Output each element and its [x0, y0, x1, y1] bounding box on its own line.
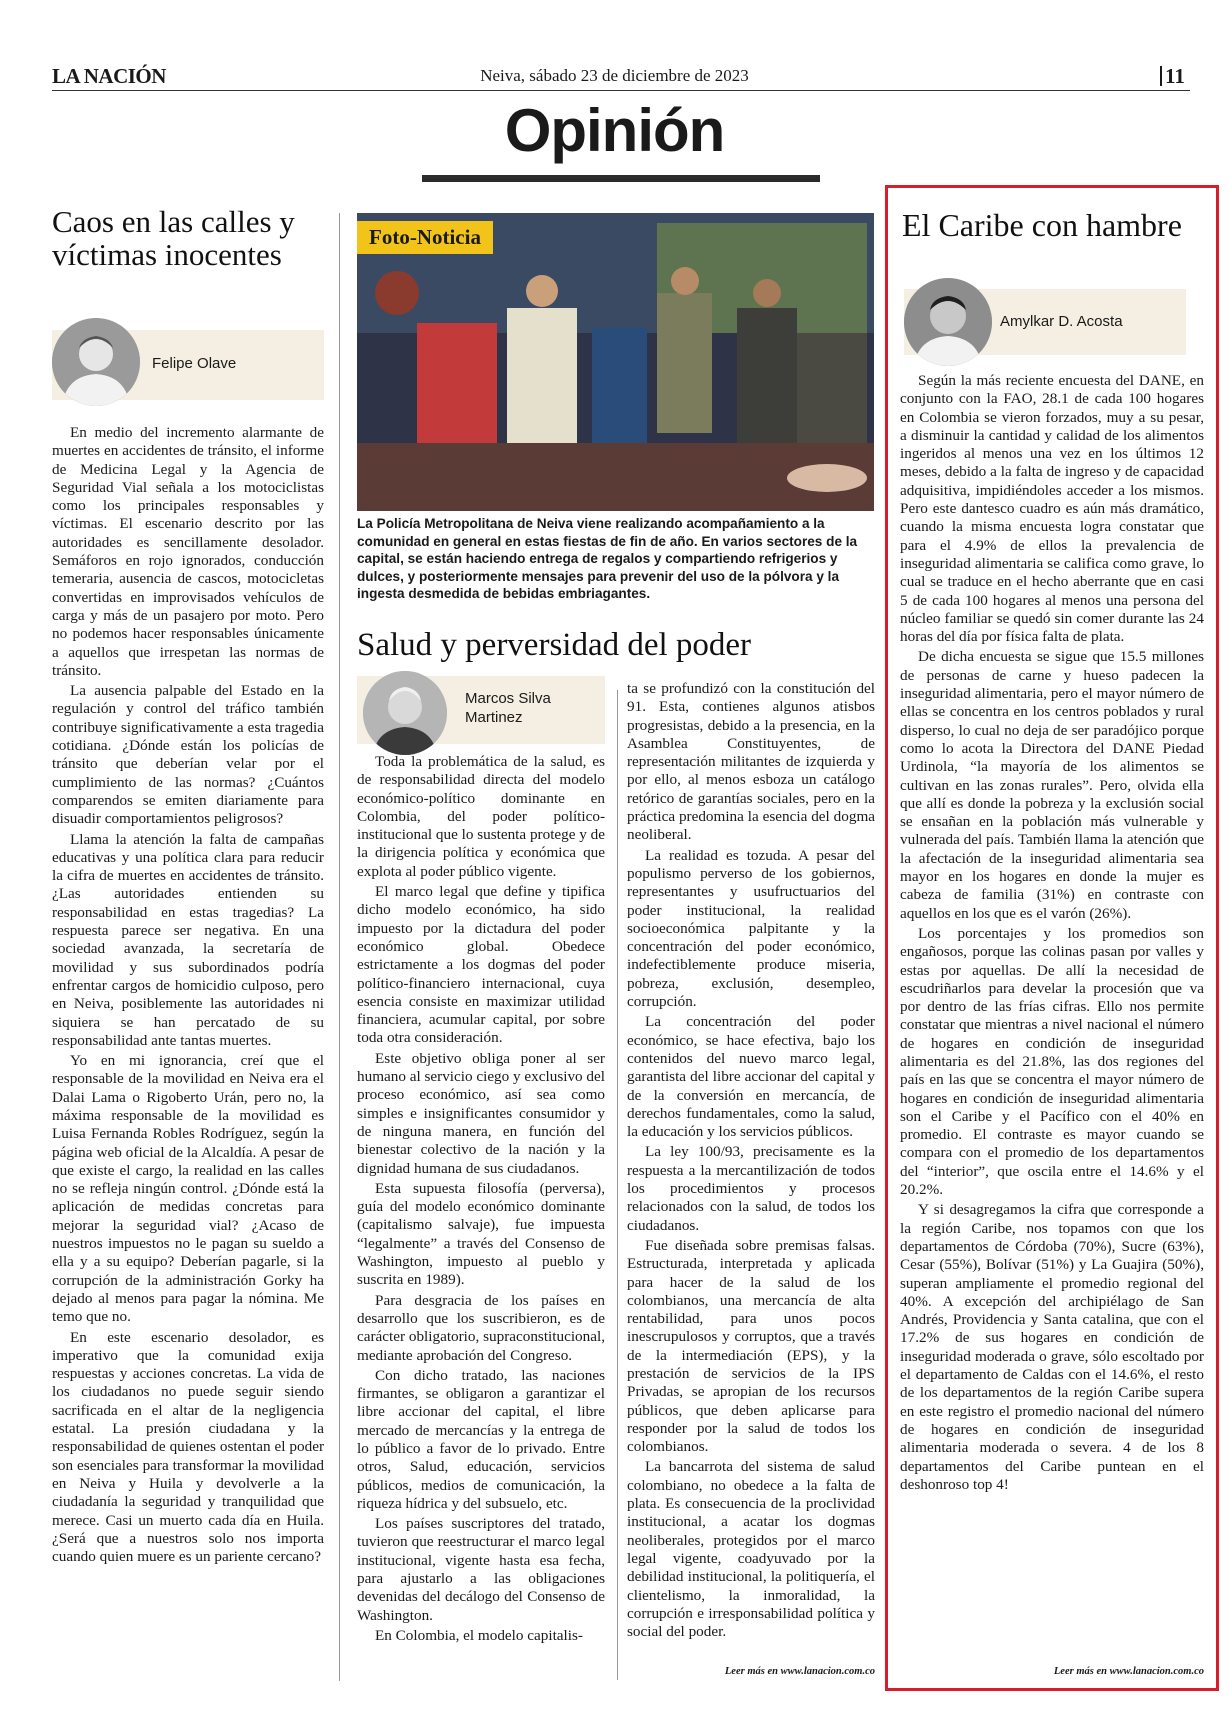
paragraph: Yo en mi ignorancia, creí que el responsable de la movilidad en Neiva era el Dalai Lama o Rigoberto Urán, pero no, la máxima responsable de la movilidad es Luisa Fernanda Robles Rodríguez, según la página web oficial de la Alcaldía. A pesar de que existe el cargo, la realidad en las calles no se refleja ningún control. ¿Dónde está la aplicación de medidas concretas para mejorar la seguridad vial? ¿Acaso de nuestros impuestos no le pagan su sueldo a ella y a su equipo? Deberían pagarle, si la corrupción de la administración Gorky ha dejado al menos para pagar la nómina. Me temo que no. — [52, 1052, 324, 1326]
article-caos-author: Felipe Olave — [152, 355, 237, 372]
page-number-text: 11 — [1165, 64, 1185, 88]
author-photo-amylkar-acosta — [904, 278, 992, 366]
paragraph: Fue diseñada sobre premisas falsas. Estructurada, interpretada y aplicada para hacer de la salud de los colombianos, una mercancía de alta rentabilidad, para unos pocos inescrupulosos y corruptos, que a través de la intermediación (EPS), y la prestación de servicios de la IPS Privadas, se apropian de los recursos públicos, que deben aplicarse para responder por la salud de todos los colombianos. — [627, 1236, 875, 1456]
article-salud-title: Salud y perversidad del poder — [357, 627, 752, 663]
foto-noticia-label: Foto-Noticia — [357, 221, 493, 254]
dateline: Neiva, sábado 23 de diciembre de 2023 — [480, 66, 749, 85]
article-caribe-author: Amylkar D. Acosta — [1000, 313, 1123, 330]
paragraph: Para desgracia de los países en desarrollo que los suscribieron, es de carácter obligatorio, supraconstitucional, mediante aprobación del Congreso. — [357, 1291, 605, 1364]
article-salud-column-2 — [627, 680, 875, 1641]
police-gift-delivery-photo — [357, 213, 874, 511]
article-salud-read-more[interactable]: Leer más en www.lanacion.com.co — [724, 1666, 875, 1677]
paragraph: En medio del incremento alarmante de muertes en accidentes de tránsito, el informe de Medicina Legal y la Agencia de Seguridad Vial señala a los motociclistas como los principales responsables y víctimas. El escenario descrito por las autoridades es sencillamente desolador. Semáforos en rojo ignorados, conducción temeraria, ausencia de cascos, motocicletas convertidas en improvisados vehículos de carga y más de un pasajero por moto. Pero no podemos hacer responsables únicamente a aquellos que irrespetan las normas de tránsito. — [52, 424, 324, 679]
person-portrait-icon — [52, 318, 140, 406]
paragraph: Llama la atención la falta de campañas educativas y una política clara para reducir la cifra de muertes en accidentes de tránsito. ¿Las autoridades entienden su responsabilidad en estas tragedias? La respuesta parece ser negativa. En una sociedad avanzada, la secretaría de movilidad y sus subordinados podría enfrentar cargos de homicidio culposo, pero en Neiva, posiblemente las autoridades ni siquiera se han percatado de su responsabilidad ante tantas muertes. — [52, 830, 324, 1049]
person-portrait-icon — [363, 671, 447, 755]
column-divider-left — [339, 213, 340, 1681]
person-portrait-icon — [904, 278, 992, 366]
paragraph: Según la más reciente encuesta del DANE, en conjunto con la FAO, 28.1 de cada 100 hogares en Colombia se vieron forzados, muy a su pesar, a disminuir la cantidad y calidad de los alimentos ingeridos al menos una vez en los últimos 12 meses, debido a la falta de ingreso y de capacidad adquisitiva, impidiéndoles acceder a los mismos. Pero este dantesco cuadro es aún más dramático, cuando la misma encuesta logra constatar que para el 4.9% de ellos la prevalencia de inseguridad alimentaria se califica como grave, lo cual se traduce en el hecho aberrante que en casi 5 de cada 100 hogares al menos una persona del núcleo familiar se quedó sin comer durante las 24 horas del día por física falta de plata. — [900, 372, 1204, 646]
foto-noticia-caption: La Policía Metropolitana de Neiva viene realizando acompañamiento a la comunidad en general en estas fiestas de fin de año. En varios sectores de la capital, se están haciendo entrega de regalos y compartiendo refrigerios y dulces, y posteriormente mensajes para prevenir del uso de la pólvora y la ingesta desmedida de bebidas embriagantes. — [357, 516, 858, 601]
paragraph: La bancarrota del sistema de salud colombiano, no obedece a la falta de plata. Es consecuencia de la proclividad institucional, a acatar los dogmas neoliberales, protegidos por el marco legal vigente, coadyuvado por la debilidad institucional, la politiquería, el clientelismo, la inmoralidad, la corrupción e irresponsabilidad política y social del poder. — [627, 1458, 875, 1641]
paragraph: La ley 100/93, precisamente es la respuesta a la mercantilización de todos los procedimientos y procesos relacionados con la salud, de todos los ciudadanos. — [627, 1143, 875, 1234]
paragraph: Los países suscriptores del tratado, tuvieron que reestructurar el marco legal institucional, vigente hasta esa fecha, para ajustarlo a las obligaciones devenidas del decálogo del Consenso de Washington. — [357, 1515, 605, 1624]
paragraph: ta se profundizó con la constitución del 91. Esta, contienes algunos atisbos progresistas, debido a la presencia, en la Asamblea Constituyentes, de representación militantes de izquierda y por ello, al menos esboza un catálogo retórico de garantías sociales, pero en la práctica predomina la esencia del dogma neoliberal. — [627, 680, 875, 844]
article-caribe-read-more[interactable]: Leer más en www.lanacion.com.co — [1053, 1666, 1204, 1677]
paragraph: La realidad es tozuda. A pesar del populismo perverso de los gobiernos, representantes y usufructuarios del poder institucional, la realidad socioeconómica palpitante y la concentración del poder económico, indefectiblemente produce miseria, pobreza, exclusión, desempleo, corrupción. — [627, 846, 875, 1011]
page-number-divider — [1160, 66, 1162, 86]
header-rule — [52, 90, 1190, 91]
author-photo-felipe-olave — [52, 318, 140, 406]
article-caos — [52, 205, 324, 271]
paragraph: Con dicho tratado, las naciones firmantes, se obligaron a garantizar el libre accionar del capital, el libre mercado de mercancías y la entrega de lo público a favor de lo privado. Entre otros, Salud, educación, servicios públicos, medios de comunicación, la riqueza hídrica y del subsuelo, etc. — [357, 1366, 605, 1512]
paragraph: En Colombia, el modelo capitalis- — [375, 1626, 583, 1644]
page-number — [1160, 64, 1185, 89]
paragraph: Toda la problemática de la salud, es de responsabilidad directa del modelo económico-político dominante en Colombia, del poder político-institucional que lo sustenta protege y de la dirigencia política y económica que explota al poder público vigente. — [357, 753, 606, 880]
article-caribe-title: El Caribe con hambre — [902, 207, 1182, 243]
section-title: Opinión — [504, 97, 725, 164]
article-salud-column-1 — [357, 753, 605, 1645]
article-caribe-body — [900, 372, 1204, 1494]
article-caribe-byline — [904, 289, 1186, 355]
column-divider-middle — [617, 690, 618, 1680]
paragraph: Este objetivo obliga poner al ser humano al servicio ciego y exclusivo del proceso económico, así sea como simples e insignificantes consumidor y de ninguna manera, en función del bienestar colectivo de la nación y la dignidad humana de sus ciudadanos. — [357, 1049, 605, 1177]
article-caos-body — [52, 424, 324, 1566]
article-caos-byline — [52, 330, 324, 400]
paragraph: En este escenario desolador, es imperativo que la comunidad exija respuestas y acciones concretas. La vida de los ciudadanos no puede seguir siendo sacrificada en el altar de la negligencia estatal. La presión ciudadana y la responsabilidad de quienes ostentan el poder son esenciales para transformar la movilidad en Neiva y Huila y devolverle a la ciudadanía la seguridad y tranquilidad que merece. Casi un muerto cada día en Huila. ¿Será que a nuestros solo nos importa cuando quien muere es un pariente cercano? — [52, 1328, 324, 1566]
article-salud-byline — [357, 676, 605, 744]
paragraph: De dicha encuesta se sigue que 15.5 millones de personas de carne y hueso padecen la inseguridad alimentaria, pero el mayor número de ellas se concentra en los centros poblados y rural disperso, lo cual no deja de ser paradójico porque como lo acota la Directora del DANE Piedad Urdinola, “la mayoría de los alimentos se cultivan en las zonas rurales”. Pero, olvida ella que allí es donde la pobreza y la exclusión social se ensañan en la población más vulnerable y vulnerada del país. También llama la atención que la afectación de la inseguridad alimentaria sea mayor en los hogares en donde la mujer es cabeza de familia (31%) en contraste con aquellos en los que es el varón (26%). — [900, 648, 1204, 922]
paragraph: Esta supuesta filosofía (perversa), guía del modelo económico dominante (capitalismo salvaje), fue impuesta “legalmente” a través del Consenso de Washington, impuesto al pueblo y suscrita en 1989). — [357, 1179, 605, 1289]
paragraph: La ausencia palpable del Estado en la regulación y control del tráfico también contribuye significativamente a esta tragedia cotidiana. ¿Dónde están los policías de tránsito que deberían velar por el cumplimiento de las normas? ¿Cuántos comparendos se emiten diariamente para disuadir comportamientos peligrosos? — [52, 682, 324, 828]
paragraph: Los porcentajes y los promedios son engañosos, porque las colinas pasan por valles y estas por aquellas. De allí la necesidad de escudriñarlos para develar la procesión que va por dentro de las frías cifras. Ello nos permite constatar que mientras a nivel nacional el número de hogares en condición de inseguridad alimentaria es del 21.8%, las dos regiones del país en las que se concentra el mayor número de hogares en condición de inseguridad alimentaria son el Caribe y el Pacífico con el 40% en promedio. El contraste es mayor cuando se compara con el promedio de los departamentos del “interior”, que oscila entre el 14.6% y el 20.2%. — [900, 924, 1204, 1199]
paragraph: Y si desagregamos la cifra que corresponde a la región Caribe, nos topamos con que los departamentos de Córdoba (70%), Sucre (63%), Cesar (55%), Bolívar (51%) y La Guajira (50%), superan ampliamente el promedio regional del 40%. A excepción del archipiélago de San Andrés, Providencia y Santa catalina, que con el 17.2% de sus hogares en condición de inseguridad moderada o grave, sólo escoltado por el departamento de Caldas con el 14.6%, el resto de los departamentos de la región Caribe supera en este registro el promedio nacional del número de hogares en condición de inseguridad alimentaria moderada o severa. 4 de los 8 departamentos del Caribe puntean en el deshonroso top 4! — [900, 1201, 1204, 1493]
author-photo-marcos-silva — [363, 671, 447, 755]
paragraph: La concentración del poder económico, se hace efectiva, bajo los contenidos del nuevo marco legal, garantista del libre accionar del capital y de la conversión en mercancía, de derechos fundamentales, como la salud, la educación y los servicios públicos. — [627, 1013, 875, 1141]
article-salud-author: Marcos Silva Martinez — [465, 690, 551, 726]
section-title-underline — [422, 175, 820, 182]
paragraph: El marco legal que define y tipifica dicho modelo económico, ha sido impuesto por la dictadura del poder económico global. Obedece estrictamente a los dogmas del poder político-financiero internacional, cuya esencia consiste en maximizar utilidad financiera, acumular capital, por sobre toda otra consideración. — [357, 883, 605, 1047]
foto-noticia-photo — [357, 213, 874, 511]
masthead: LA NACIÓN — [52, 64, 166, 88]
article-caos-title: Caos en las calles y víctimas inocentes — [52, 204, 295, 273]
